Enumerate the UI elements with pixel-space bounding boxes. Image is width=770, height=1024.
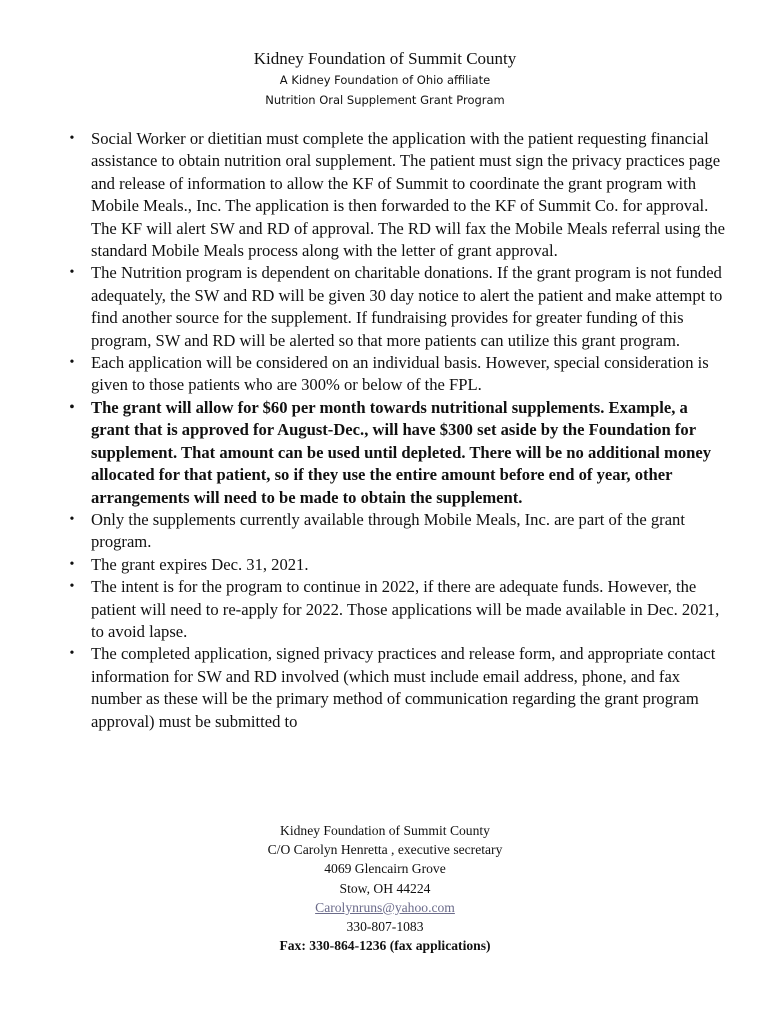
bullet-icon: • <box>69 265 75 281</box>
list-item <box>66 509 730 554</box>
bullet-icon: • <box>69 355 75 371</box>
mailing-address <box>0 821 770 955</box>
address-organization: Kidney Foundation of Summit County <box>280 823 490 838</box>
list-item-text: The grant expires Dec. 31, 2021. <box>91 554 309 574</box>
email-link[interactable]: Carolynruns@yahoo.com <box>315 899 455 915</box>
organization-title: Kidney Foundation of Summit County <box>253 49 517 68</box>
address-phone: 330-807-1083 <box>346 919 424 935</box>
list-item-text: Social Worker or dietitian must complete the application with the patient requesting financial assistance to obtain nutrition oral supplement. The patient must sign the privacy practices page and release of information to allow the KF of Summit to coordinate the grant program with Mobile Meals., Inc. The application is then forwarded to the KF of Summit Co. for approval. The KF will alert SW and RD of approval. The RD will fax the Mobile Meals referral using the standard Mobile Meals process along with the letter of grant approval. <box>91 129 725 261</box>
program-subtitle: Nutrition Oral Supplement Grant Program <box>265 93 505 107</box>
bullet-icon: • <box>69 579 75 595</box>
list-item <box>66 352 730 397</box>
list-item <box>66 262 730 352</box>
list-item-emphasized <box>66 397 730 509</box>
list-item <box>66 554 730 576</box>
list-item-text: The intent is for the program to continue in 2022, if there are adequate funds. However, the patient will need to re-apply for 2022. Those applications will be made available in Dec. 2021, to avoid lapse. <box>91 577 720 641</box>
bullet-icon: • <box>69 131 75 146</box>
affiliate-subtitle: A Kidney Foundation of Ohio affiliate <box>279 73 491 87</box>
list-item <box>66 128 730 262</box>
list-item-text: The Nutrition program is dependent on charitable donations. If the grant program is not funded adequately, the SW and RD will be given 30 day notice to alert the patient and make attempt to find another source for the supplement. If fundraising provides for greater funding of this program, SW and RD will be alerted so that more patients can utilize this grant program. <box>91 263 723 350</box>
bullet-icon: • <box>69 399 75 415</box>
address-street: 4069 Glencairn Grove <box>324 861 446 877</box>
list-item <box>66 643 730 733</box>
guidelines-list <box>66 128 730 733</box>
list-item <box>66 576 730 643</box>
list-item-text: The completed application, signed privacy practices and release form, and appropriate contact information for SW and RD involved (which must include email address, phone, and fax number as these will be the primary method of communication regarding the grant program approval) must be submitted to <box>91 644 716 731</box>
list-item-text: The grant will allow for $60 per month towards nutritional supplements. Example, a grant that is approved for August-Dec., will have $300 set aside by the Foundation for supplement. That amount can be used until depleted. There will be no additional money allocated for that patient, so if they use the entire amount before end of year, other arrangements will need to be made to obtain the supplement. <box>91 397 712 507</box>
list-item-text: Each application will be considered on an individual basis. However, special consideration is given to those patients who are 300% or below of the FPL. <box>91 353 709 395</box>
bullet-icon: • <box>69 511 75 527</box>
bullet-icon: • <box>69 556 75 572</box>
bullet-icon: • <box>69 646 75 662</box>
address-city: Stow, OH 44224 <box>339 880 431 896</box>
address-fax: Fax: 330-864-1236 (fax applications) <box>279 938 491 954</box>
list-item-text: Only the supplements currently available through Mobile Meals, Inc. are part of the grant program. <box>91 509 685 552</box>
address-attention: C/O Carolyn Henretta , executive secretary <box>267 842 503 858</box>
document-header <box>0 48 770 110</box>
